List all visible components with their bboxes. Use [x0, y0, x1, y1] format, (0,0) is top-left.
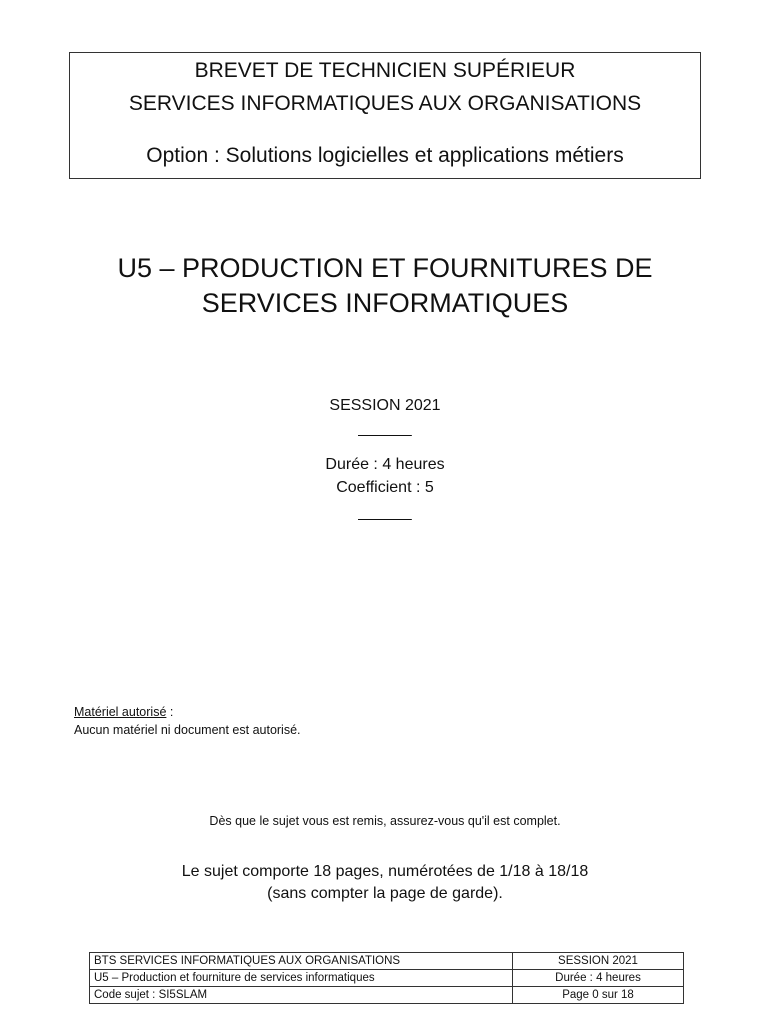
materiel-label: Matériel autorisé	[74, 705, 167, 719]
footer-cell-right: SESSION 2021	[513, 953, 684, 970]
pages-info-line-1: Le sujet comporte 18 pages, numérotées de 1/18 à 18/18	[181, 863, 589, 880]
separator-2: ______	[358, 504, 412, 521]
footer-row	[90, 953, 684, 970]
materiel-text: Aucun matériel ni document est autorisé.	[74, 723, 301, 737]
footer-row	[90, 970, 684, 987]
pages-info-line-2: (sans compter la page de garde).	[267, 885, 503, 902]
footer-table	[89, 952, 684, 1004]
header-option: Option : Solutions logicielles et applications métiers	[146, 144, 624, 167]
footer-cell-right: Page 0 sur 18	[513, 987, 684, 1004]
duration: Durée : 4 heures	[325, 456, 445, 473]
session-label: SESSION 2021	[329, 397, 441, 414]
exam-header-box	[69, 52, 701, 179]
materiel-label-line	[74, 705, 173, 719]
footer-cell-left: BTS SERVICES INFORMATIQUES AUX ORGANISATIONS	[90, 953, 513, 970]
header-line-1: BREVET DE TECHNICIEN SUPÉRIEUR	[194, 59, 576, 82]
footer-cell-left: U5 – Production et fourniture de services informatiques	[90, 970, 513, 987]
exam-title-line-1: U5 – PRODUCTION ET FOURNITURES DE	[117, 253, 653, 283]
footer-cell-left: Code sujet : SI5SLAM	[90, 987, 513, 1004]
exam-title-line-2: SERVICES INFORMATIQUES	[201, 288, 569, 318]
footer-cell-right: Durée : 4 heures	[513, 970, 684, 987]
coefficient: Coefficient : 5	[336, 479, 434, 496]
materiel-colon: :	[166, 705, 174, 719]
separator-1: ______	[358, 420, 412, 437]
completeness-notice: Dès que le sujet vous est remis, assurez-vous qu'il est complet.	[209, 814, 561, 828]
footer-row	[90, 987, 684, 1004]
header-line-2: SERVICES INFORMATIQUES AUX ORGANISATIONS	[128, 92, 642, 115]
